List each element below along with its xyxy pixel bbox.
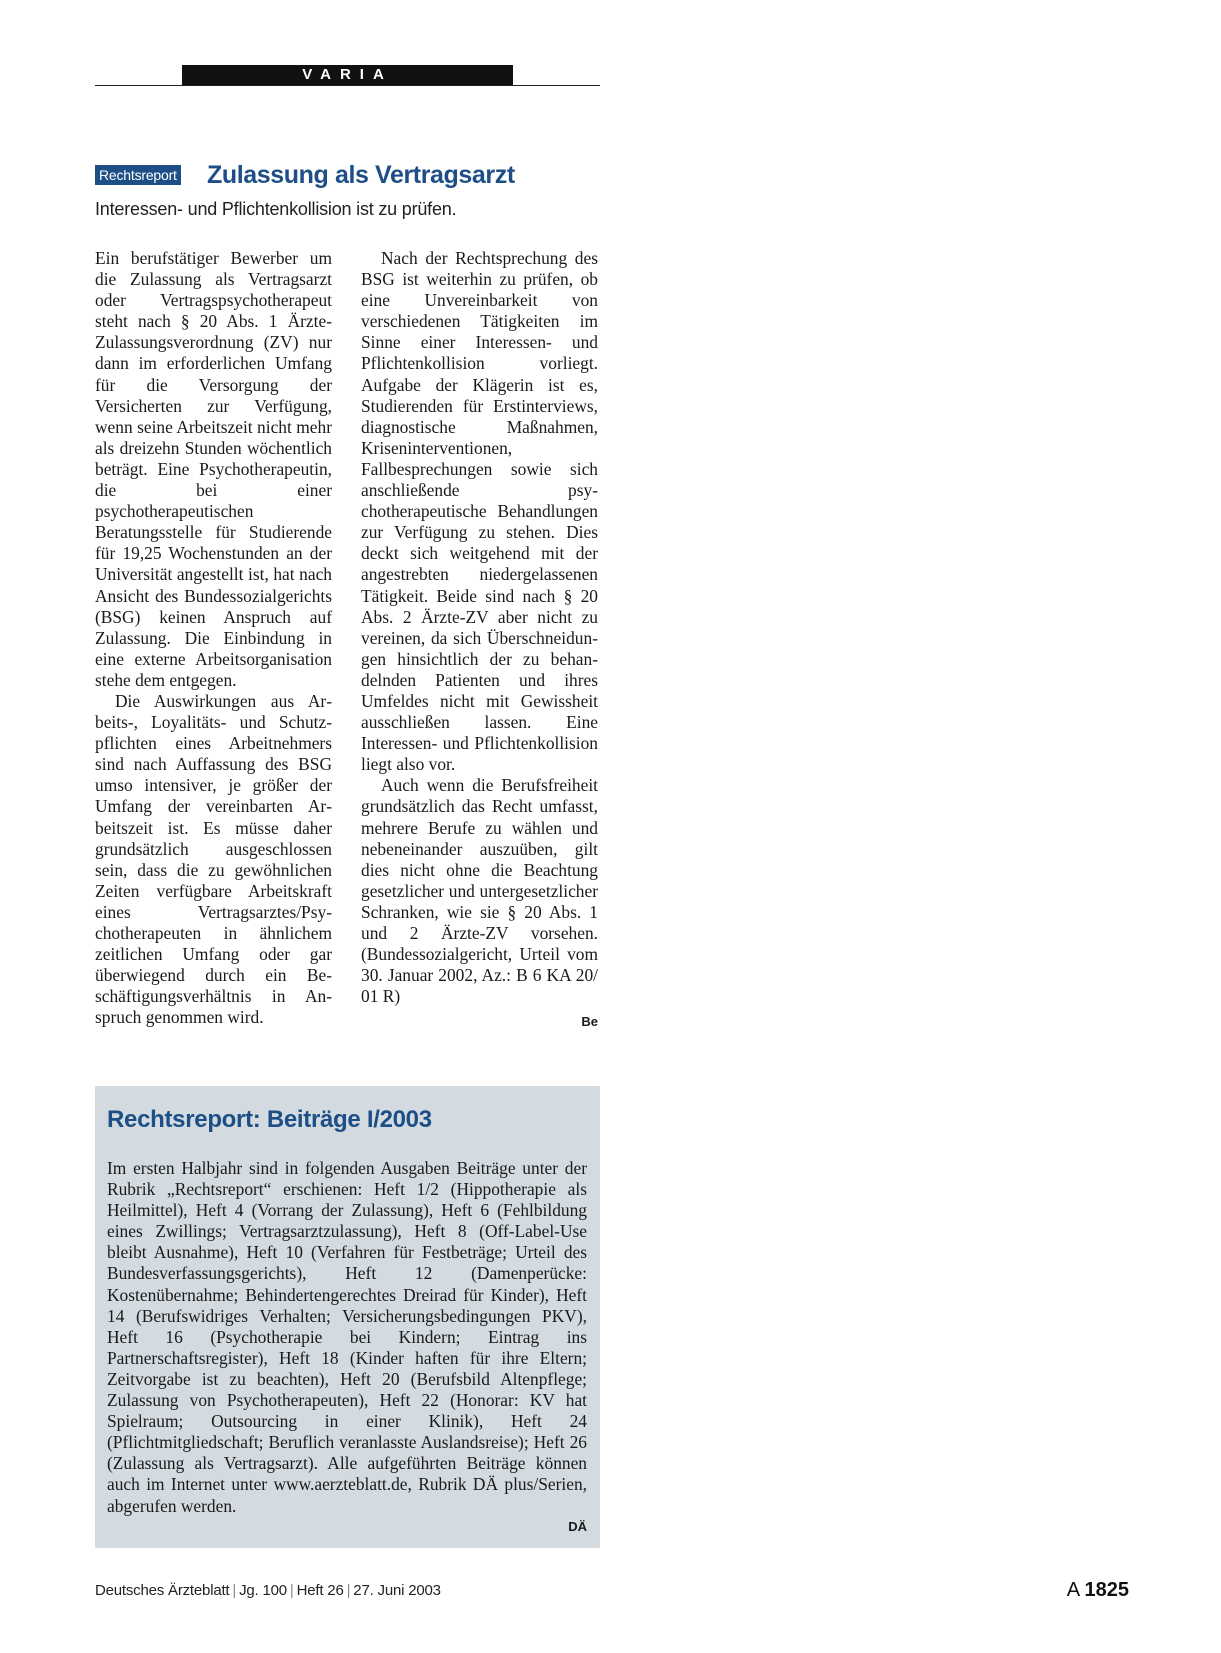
article-paragraph: Ein berufstätiger Bewerber um die Zulassung als Vertragsarzt oder Vertragspsychotherapeut steht nach § 20 Abs. 1 Ärzte-Zulassungsverordnung (ZV) nur dann im erforderlichen Umfang für die Versorgung der Versicherten zur Verfügung, wenn seine Arbeitszeit nicht mehr als dreizehn Stunden wöchentlich beträgt. Eine Psychotherapeutin, die bei einer psychotherapeutischen Beratungsstelle für Studierende für 19,25 Wochenstunden an der Universität angestellt ist, hat nach Ansicht des Bundessozialgerichts (BSG) keinen Anspruch auf Zulassung. Die Einbindung in eine externe Arbeitsorganisation stehe dem entgegen. <box>95 248 332 690</box>
footer-journal: Deutsches Ärzteblatt <box>95 1582 230 1599</box>
footer-separator: | <box>289 1582 294 1599</box>
section-rule <box>95 85 600 86</box>
info-box <box>95 1086 600 1548</box>
section-label: VARIA <box>182 65 513 85</box>
info-box-body: Im ersten Halbjahr sind in folgenden Ausgaben Beiträge unter der Rubrik „Rechtsreport“ erschienen: Heft 1/2 (Hippotherapie als Heilmittel), Heft 4 (Vorrang der Zulassung), Heft 6 (Fehlbildung eines Zwillings; Vertragsarztzulassung), Heft 8 (Off-Label-Use bleibt Ausnahme), Heft 10 (Verfahren für Festbeträge; Urteil des Bundesverfassungsgerichts), Heft 12 (Damenperücke: Kostenübernahme; Behindertengerechtes Dreirad für Kinder), Heft 14 (Berufswidriges Verhalten; Versicherungsbedingungen PKV), Heft 16 (Psychotherapie bei Kindern; Eintrag ins Partnerschaftsregister), Heft 18 (Kinder haften für ihre Eltern; Zeitvorgabe ist zu beachten), Heft 20 (Berufsbild Altenpflege; Zulassung von Psychotherapeuten), Heft 22 (Honorar: KV hat Spielraum; Outsourcing in einer Klinik), Heft 24 (Pflichtmitgliedschaft; Beruflich veranlasste Auslandsreise); Heft 26 (Zulassung als Vertragsarzt). Alle aufgeführten Beiträge können auch im Internet unter www.aerzteblatt.de, Rubrik DÄ plus/Serien, abgerufen werden. <box>107 1158 587 1516</box>
footer-separator: | <box>232 1582 237 1599</box>
footer-volume: Jg. 100 <box>239 1582 287 1599</box>
article-column-right <box>361 248 598 1032</box>
article-paragraph: Nach der Rechtsprechung des BSG ist weiterhin zu prüfen, ob eine Unvereinbarkeit von verschiedenen Tätigkeiten im Sinne einer Interessen- und Pflichtenkollision vorliegt. Aufgabe der Klägerin ist es, Studierenden für Erstinterviews, diagnostische Maßnahmen, Kriseninterventionen, Fallbesprechungen sowie sich anschließende psychotherapeutische Behandlungen zur Verfügung zu stehen. Dies deckt sich weitgehend mit der angestrebten niedergelassenen Tätigkeit. Beide sind nach § 20 Abs. 2 Ärzte-ZV aber nicht zu vereinen, da sich Überschneidungen hinsichtlich der zu behandelnden Patienten und ihres Umfeldes nicht mit Gewissheit ausschließen lassen. Eine Interessen- und Pflichtenkollision liegt also vor. <box>361 248 598 775</box>
info-box-title: Rechtsreport: Beiträge I/2003 <box>107 1106 432 1133</box>
footer-date: 27. Juni 2003 <box>353 1582 441 1599</box>
article-subtitle: Interessen- und Pflichtenkollision ist zu prüfen. <box>95 199 457 219</box>
article-paragraph: Die Auswirkungen aus Arbeits-, Loyalitäts- und Schutzpflichten eines Arbeitnehmers sind nach Auffassung des BSG umso intensiver, je größer der Umfang der vereinbarten Arbeitszeit ist. Es müsse daher grundsätzlich ausgeschlossen sein, dass die zu gewöhnlichen Zeiten verfügbare Arbeitskraft eines Vertragsarztes/Psychotherapeuten in ähnlichem zeitlichen Umfang oder gar überwiegend durch ein Beschäftigungsverhältnis in Anspruch genommen wird. <box>95 690 332 1028</box>
article-author: Be <box>581 1014 598 1030</box>
info-box-author: DÄ <box>568 1518 587 1534</box>
rubric-badge: Rechtsreport <box>95 165 181 185</box>
article-paragraph: Auch wenn die Berufsfreiheit grundsätzlich das Recht umfasst, mehrere Berufe zu wählen und nebeneinander auszuüben, gilt dies nicht ohne die Beachtung gesetzlicher und untergesetzlicher Schranken, wie sie § 20 Abs. 1 und 2 Ärzte-ZV vorsehen. (Bundessozialgericht, Urteil vom 30. Januar 2002, Az.: B 6 KA 20/ 01 R) <box>361 775 598 1007</box>
footer-issue: Heft 26 <box>296 1582 344 1599</box>
page-number-value: 1825 <box>1084 1579 1129 1601</box>
page-number <box>1067 1578 1129 1602</box>
page-footer <box>95 1581 441 1601</box>
article-title: Zulassung als Vertragsarzt <box>207 161 515 189</box>
footer-separator: | <box>346 1582 351 1599</box>
page-prefix: A <box>1066 1579 1079 1601</box>
article-column-left <box>95 248 332 1028</box>
